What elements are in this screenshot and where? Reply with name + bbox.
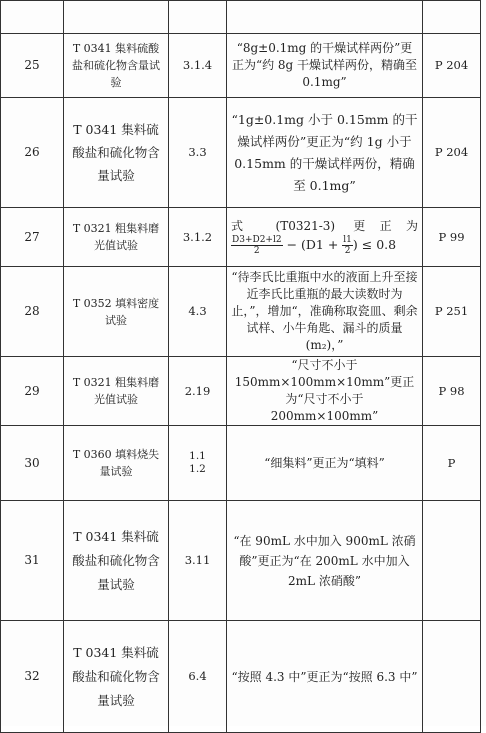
table-row: [1, 501, 481, 621]
item-name: T 0341 集料硫酸盐和硫化物含量试验: [64, 501, 169, 621]
formula-tail: ) ≤ 0.8: [352, 237, 397, 252]
table-row: [1, 267, 481, 357]
item-name-cell: [64, 1, 169, 34]
correction-content: “8g±0.1mg 的干燥试样两份”更正为“约 8g 干燥试样两份，精确至 0.1mg”: [227, 34, 423, 98]
correction-content: “在 90mL 水中加入 900mL 浓硝酸”更正为“在 200mL 水中加入 2mL 浓硝酸”: [227, 501, 423, 621]
table-row: [1, 357, 481, 426]
formula-fraction: $\frac{D3+D2+l2}{2}$: [232, 235, 282, 256]
correction-content: “待李氏比重瓶中水的液面上升至接近李氏比重瓶的最大读数时为止，”，增加“，准确称取瓷皿、剩余试样、小牛角匙、漏斗的质量(m₂)，”: [227, 267, 423, 357]
row-number: 26: [1, 98, 64, 208]
clause-number: 4.3: [169, 267, 227, 357]
item-name: T 0341 集料硫酸盐和硫化物含量试验: [64, 621, 169, 733]
row-number: 28: [1, 267, 64, 357]
item-name: T 0321 粗集料磨光值试验: [64, 357, 169, 426]
page-number: P: [423, 426, 481, 501]
item-name: T 0360 填料烧失量试验: [64, 426, 169, 501]
clause-number: 3.3: [169, 98, 227, 208]
formula-mid: − (D1 +: [286, 237, 343, 252]
table-row: [1, 426, 481, 501]
item-name: T 0321 粗集料磨光值试验: [64, 208, 169, 267]
row-number: 31: [1, 501, 64, 621]
row-number: 29: [1, 357, 64, 426]
table-row: [1, 208, 481, 267]
formula-inner-fraction: $\frac{l1}{2}$: [343, 235, 352, 256]
table-row: [1, 98, 481, 208]
page-number: [423, 621, 481, 733]
page-number: P 99: [423, 208, 481, 267]
table-row-top: [1, 1, 481, 34]
page-number: P 204: [423, 34, 481, 98]
row-number: 25: [1, 34, 64, 98]
row-number: 32: [1, 621, 64, 733]
item-name: T 0352 填料密度试验: [64, 267, 169, 357]
formula: [231, 235, 418, 256]
formula-intro: 式 (T0321-3) 更正为: [231, 219, 418, 233]
correction-content: “尺寸不小于 150mm×100mm×10mm”更正为“尺寸不小于 200mm×100mm”: [227, 357, 423, 426]
item-name: T 0341 集料硫酸盐和硫化物含量试验: [64, 34, 169, 98]
row-number: 27: [1, 208, 64, 267]
content-cell: [227, 1, 423, 34]
clause-cell: [169, 1, 227, 34]
clause-number: 2.19: [169, 357, 227, 426]
page-number: P 204: [423, 98, 481, 208]
page-number: P 98: [423, 357, 481, 426]
item-name: T 0341 集料硫酸盐和硫化物含量试验: [64, 98, 169, 208]
correction-content: [227, 208, 423, 267]
row-number: 30: [1, 426, 64, 501]
table-row: [1, 34, 481, 98]
clause-number: 6.4: [169, 621, 227, 733]
clause-number: 3.1.2: [169, 208, 227, 267]
clause-number: 3.11: [169, 501, 227, 621]
row-number-cell: [1, 1, 64, 34]
clause-number: 1.1 1.2: [169, 426, 227, 501]
clause-number: 3.1.4: [169, 34, 227, 98]
correction-content: “按照 4.3 中”更正为“按照 6.3 中”: [227, 621, 423, 733]
page-number: [423, 501, 481, 621]
correction-content: “1g±0.1mg 小于 0.15mm 的干燥试样两份”更正为“约 1g 小于 0.15mm 的干燥试样两份，精确至 0.1mg”: [227, 98, 423, 208]
table-row: [1, 621, 481, 733]
correction-content: “细集料”更正为“填料”: [227, 426, 423, 501]
page-number: P 251: [423, 267, 481, 357]
page-cell: [423, 1, 481, 34]
